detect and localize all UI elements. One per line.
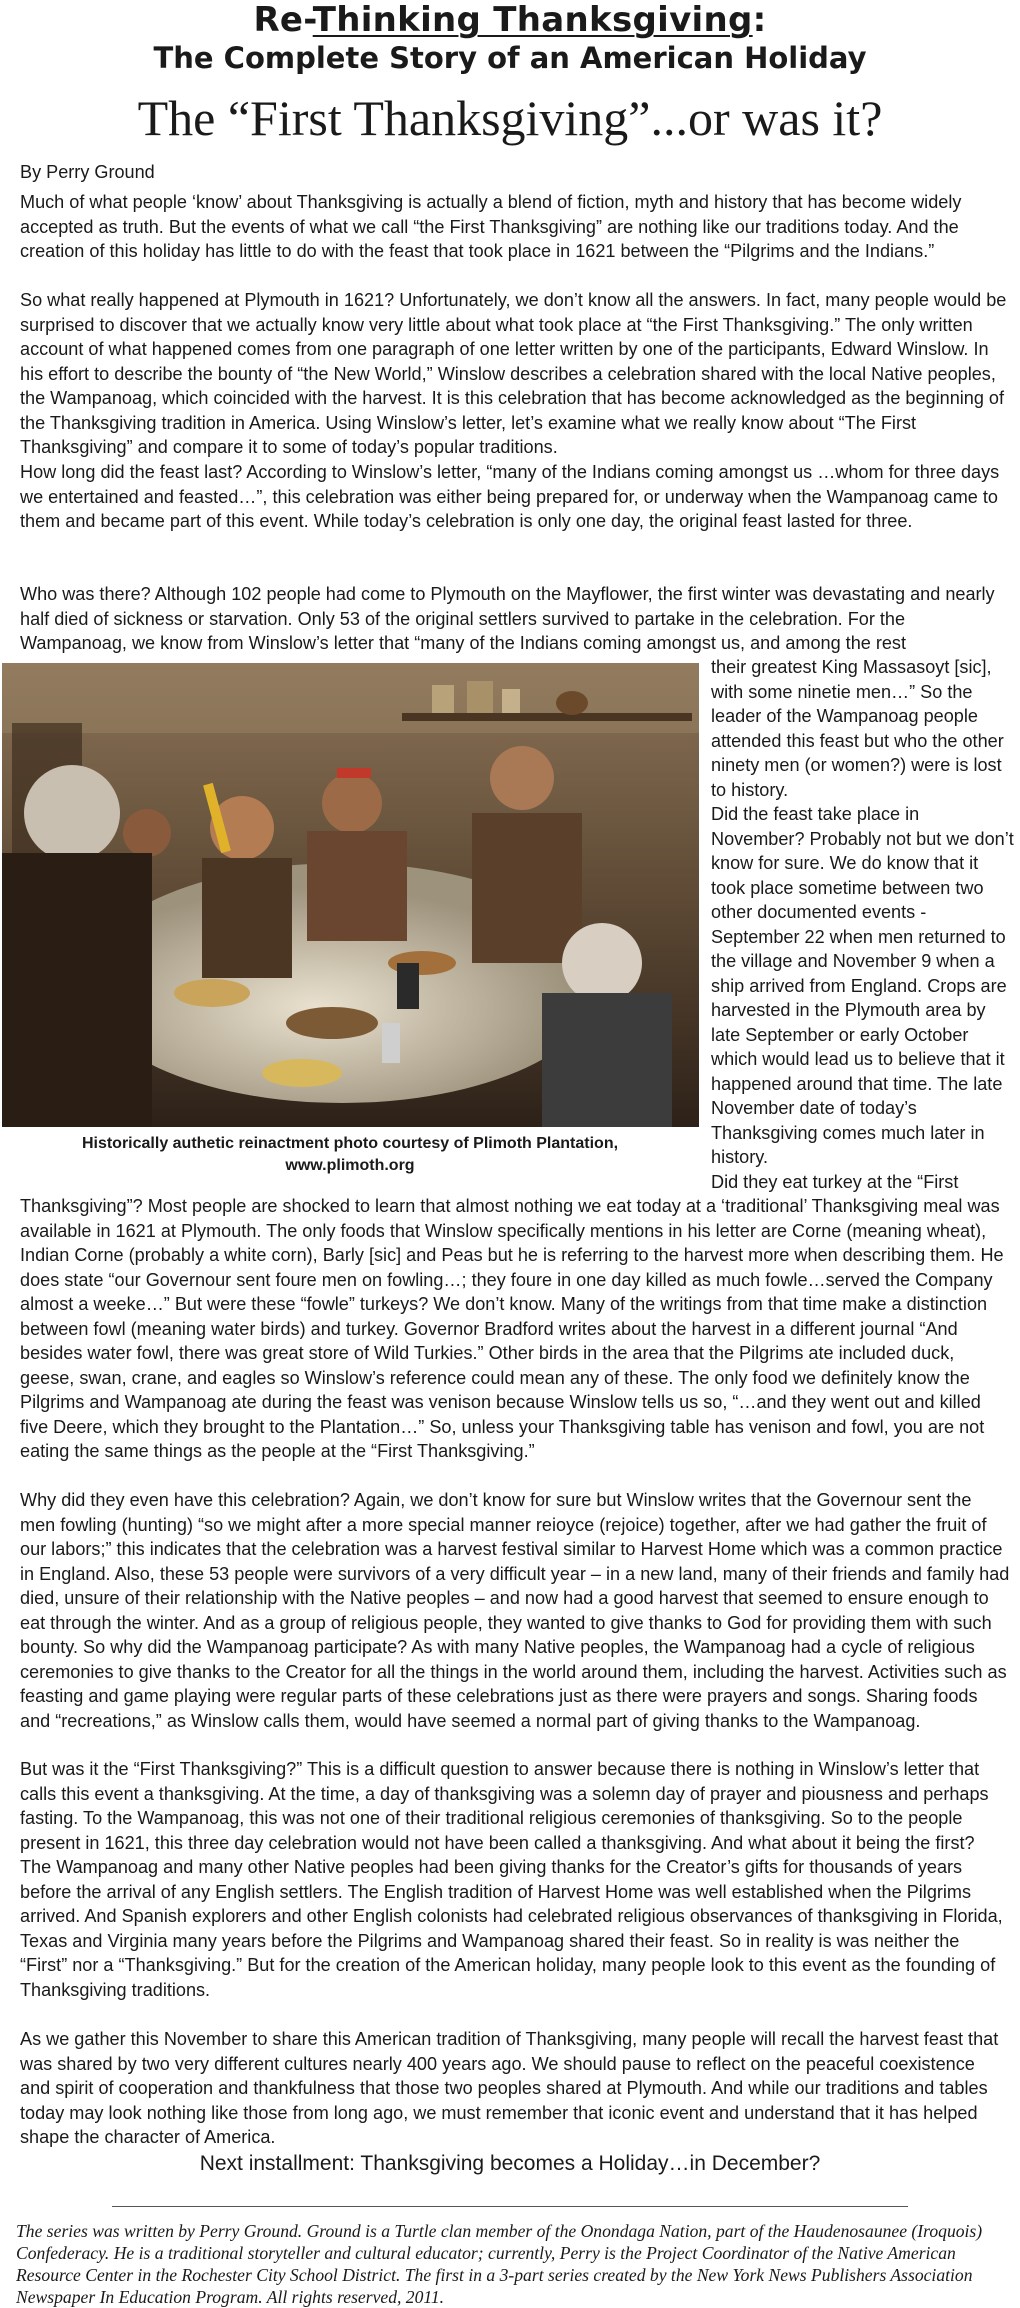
paragraph-9: As we gather this November to share this American tradition of Thanksgiving, many people will recall the harvest feast that was shared by two very different cultures nearly 400 years ago. We should pause to reflect on the peaceful coexistence and spirit of cooperation and thankfulness that those two peoples shared at Plymouth. And while our traditions and tables today may look nothing like those from long ago, we must remember that iconic event and understand that it has helped shape the character of America. bbox=[20, 2029, 999, 2147]
paragraph-7: Why did they even have this celebration? Again, we don’t know for sure but Winslow writes that the Governour sent the men fowling (hunting) “so we might after a more special manner reioyce (rejoice) together, after we had gather the fruit of our labors;” this indicates that the celebration was a harvest festival similar to Harvest Home which was a common practice in England. Also, these 53 people were survivors of a very difficult year – in a new land, many of their friends and family had died, unsure of their relationship with the Native peoples – and now had a good harvest that seemed to ensure enough to eat through the winter. And as a group of religious people, they wanted to give thanks to God for providing them with such bounty. So why did the Wampanoag participate? As with many Native peoples, the Wampanoag had a cycle of religious ceremonies to give thanks to the Creator for all the things in the world around them, including the harvest. Activities such as feasting and game playing were regular parts of these celebrations just as there were prayers and songs. Sharing foods and “recreations,” as Winslow calls them, would have seemed a normal part of giving thanks to the Wampanoag. bbox=[20, 1490, 1010, 1731]
paragraph-3: How long did the feast last? According to Winslow’s letter, “many of the Indians coming amongst us …whom for three days we entertained and feasted…”, this celebration was either being prepared for, or underway when the Wampanoag came to them and became part of this event. While today’s celebration is only one day, the original feast lasted for three. bbox=[20, 462, 1000, 531]
photo-caption-line-1: Historically authetic reinactment photo courtesy of Plimoth Plantation, bbox=[81, 1135, 619, 1152]
paragraph-6-start: Did they eat turkey at the “First bbox=[711, 1172, 959, 1192]
photo-caption bbox=[0, 1133, 700, 1177]
photo-caption-line-2: www.plimoth.org bbox=[285, 1157, 415, 1174]
article-headline: The “First Thanksgiving”...or was it? bbox=[137, 90, 883, 146]
reenactment-photo bbox=[2, 663, 699, 1127]
paragraph-2: So what really happened at Plymouth in 1621? Unfortunately, we don’t know all the answers. In fact, many people would be surprised to discover that we actually know very little about what took place at “the First Thanksgiving.” The only written account of what happened comes from one paragraph of one letter written by one of the participants, Edward Winslow. In his effort to describe the bounty of “the New World,” Winslow describes a celebration shared with the local Native peoples, the Wampanoag, which coincided with the harvest. It is this celebration that has become acknowledged as the beginning of the Thanksgiving tradition in America. Using Winslow’s letter, let’s examine what we really know about “The First Thanksgiving” and compare it to some of today’s popular traditions. bbox=[20, 290, 1007, 457]
paragraph-4-continued: their greatest King Massasoyt [sic], with some ninetie men…” So the leader of the Wampanoag people attended this feast but who the other ninety men (or women?) were is lost to history. bbox=[711, 657, 1004, 800]
paragraph-8: But was it the “First Thanksgiving?” This is a difficult question to answer because there is nothing in Winslow’s letter that calls this event a thanksgiving. At the time, a day of thanksgiving was a solemn day of prayer and piousness and perhaps fasting. To the Wampanoag, this was not one of their traditional religious ceremonies of thanksgiving. So to the people present in 1621, this three day celebration would not have been called a thanksgiving. And what about it being the first? The Wampanoag and many other Native peoples had been giving thanks for the Creator’s gifts for thousands of years before the arrival of any English settlers. The English tradition of Harvest Home was well established when the Pilgrims arrived. And Spanish explorers and other English colonists had celebrated religious observances of thanksgiving in Florida, Texas and Virginia many years before the Pilgrims and Wampanoag shared their feast. So in reality is was neither the “First” nor a “Thanksgiving.” But for the creation of the American holiday, many people look to this event as the founding of Thanksgiving traditions. bbox=[20, 1759, 1003, 2000]
footer-divider bbox=[112, 2206, 908, 2207]
series-title-underlined: Thinking Thanksgiving bbox=[312, 0, 753, 40]
paragraph-5: Did the feast take place in November? Probably not but we don’t know for sure. We do know that it took place sometime between two other documented events - September 22 when men returned to the village and November 9 when a ship arrived from England. Crops are harvested in the Plymouth area by late September or early October which would lead us to believe that it happened around that time. The late November date of today’s Thanksgiving comes much later in history. bbox=[711, 804, 1014, 1167]
series-title-prefix: Re- bbox=[253, 0, 313, 40]
paragraph-1: Much of what people ‘know’ about Thanksgiving is actually a blend of fiction, myth and history that has become widely accepted as truth. But the events of what we call “the First Thanksgiving” are nothing like our traditions today. And the creation of this holiday has little to do with the feast that took place in 1621 between the “Pilgrims and the Indians.” bbox=[20, 192, 962, 261]
series-title bbox=[0, 0, 1020, 40]
paragraph-4: Who was there? Although 102 people had come to Plymouth on the Mayflower, the first winter was devastating and nearly half died of sickness or starvation. Only 53 of the original settlers survived to partake in the celebration. For the Wampanoag, we know from Winslow’s letter that “many of the Indians coming amongst us, and among the rest bbox=[20, 584, 995, 653]
series-title-colon: : bbox=[752, 0, 767, 40]
byline: By Perry Ground bbox=[20, 162, 155, 182]
paragraph-6: Thanksgiving”? Most people are shocked to learn that almost nothing we eat today at a ‘traditional’ Thanksgiving meal was available in 1621 at Plymouth. The only foods that Winslow specifically mentions in his letter are Corne (meaning wheat), Indian Corne (probably a white corn), Barly [sic] and Peas but he is referring to the harvest more when describing them. He does state “our Governour sent foure men on fowling…; they foure in one day killed as much fowle…served the Company almost a weeke…” But were these “fowle” turkeys? We don’t know. Many of the writings from that time make a distinction between fowl (meaning water birds) and turkey. Governor Bradford writes about the harvest in a different journal “And besides water fowl, there was great store of Wild Turkies.” Other birds in the area that the Pilgrims ate included duck, geese, swan, crane, and eagles so Winslow’s reference could mean any of these. The only food we definitely know the Pilgrims and Wampanoag ate during the feast was venison because Winslow tells us so, “…and they went out and killed five Deere, which they brought to the Plantation…” So, unless your Thanksgiving table has venison and fowl, you are not eating the same things as the people at the “First Thanksgiving.” bbox=[20, 1196, 1004, 1461]
next-installment: Next installment: Thanksgiving becomes a Holiday…in December? bbox=[199, 2152, 821, 2175]
series-subtitle: The Complete Story of an American Holiday bbox=[153, 41, 867, 75]
author-note: The series was written by Perry Ground. Ground is a Turtle clan member of the Onondaga Nation, part of the Haudenosaunee (Iroquois) Confederacy. He is a traditional storyteller and cultural educator; currently, Perry is the Project Coordinator of the Native American Resource Center in the Rochester City School District. The first in a 3-part series created by the New York News Publishers Association Newspaper In Education Program. All rights reserved, 2011. bbox=[16, 2221, 983, 2307]
feast-scene-illustration bbox=[2, 663, 699, 1127]
